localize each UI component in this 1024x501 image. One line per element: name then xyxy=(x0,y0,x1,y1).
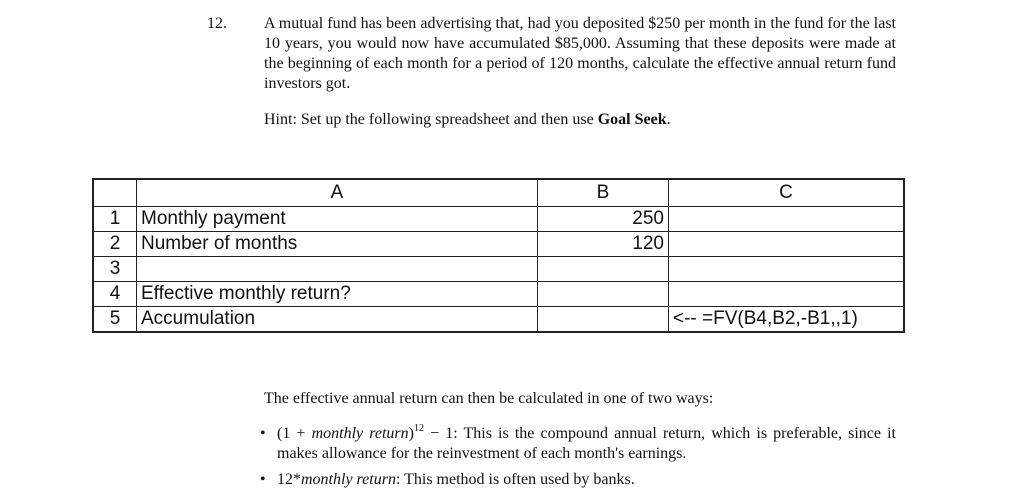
bullet-text: : This method is often used by banks. xyxy=(395,471,635,488)
cell-a1: Monthly payment xyxy=(137,207,538,232)
table-row xyxy=(93,207,904,232)
cell-c2 xyxy=(669,232,905,257)
table-row xyxy=(93,307,904,333)
column-header-row xyxy=(93,179,904,207)
bullet-text: : This is the compound annual return, which is preferable, since it makes allowance for the reinvestment of each month's earnings. xyxy=(277,425,897,462)
column-header-b: B xyxy=(538,179,669,207)
cell-b1: 250 xyxy=(538,207,669,232)
row-number: 4 xyxy=(93,282,137,307)
spreadsheet-table xyxy=(92,178,905,333)
followup-text: The effective annual return can then be calculated in one of two ways: xyxy=(264,390,714,407)
cell-c4 xyxy=(669,282,905,307)
formula-tail: − 1 xyxy=(423,425,454,442)
table-row xyxy=(93,232,904,257)
formula-open: (1 + xyxy=(277,425,312,442)
cell-c5: <-- =FV(B4,B2,-B1,,1) xyxy=(669,307,905,333)
bullet-italic: monthly return xyxy=(301,471,396,488)
column-header-c: C xyxy=(669,179,905,207)
formula-italic: monthly return xyxy=(311,425,409,442)
table-row xyxy=(93,257,904,282)
cell-b2: 120 xyxy=(538,232,669,257)
formula-exponent: 12 xyxy=(413,423,424,434)
cell-a5: Accumulation xyxy=(137,307,538,333)
table-row xyxy=(93,282,904,307)
methods-list xyxy=(258,424,896,496)
cell-b4 xyxy=(538,282,669,307)
cell-a3 xyxy=(137,257,538,282)
corner-cell xyxy=(93,179,137,207)
cell-b5 xyxy=(538,307,669,333)
formula-close: ) xyxy=(408,425,414,442)
question-number: 12. xyxy=(207,15,227,32)
hint-prefix: Hint: Set up the following spreadsheet and then use xyxy=(264,111,598,128)
hint-line xyxy=(264,110,671,130)
cell-a4: Effective monthly return? xyxy=(137,282,538,307)
cell-b3 xyxy=(538,257,669,282)
row-number: 1 xyxy=(93,207,137,232)
row-number: 2 xyxy=(93,232,137,257)
bullet-icon: • xyxy=(260,471,266,488)
column-header-a: A xyxy=(137,179,538,207)
cell-c3 xyxy=(669,257,905,282)
list-item xyxy=(258,470,896,490)
cell-a2: Number of months xyxy=(137,232,538,257)
bullet-prefix: 12* xyxy=(277,471,301,488)
hint-suffix: . xyxy=(666,111,671,128)
bullet-icon: • xyxy=(260,425,266,442)
cell-c1 xyxy=(669,207,905,232)
row-number: 5 xyxy=(93,307,137,333)
list-item xyxy=(258,424,896,464)
hint-bold: Goal Seek xyxy=(597,111,667,128)
question-text: A mutual fund has been advertising that, had you deposited $250 per month in the fund for the last 10 years, you would now have accumulated $85,000. Assuming that these deposits were made at the beginning of each month for a period of 120 months, calculate the effective annual return fund investors got. xyxy=(264,15,896,92)
row-number: 3 xyxy=(93,257,137,282)
